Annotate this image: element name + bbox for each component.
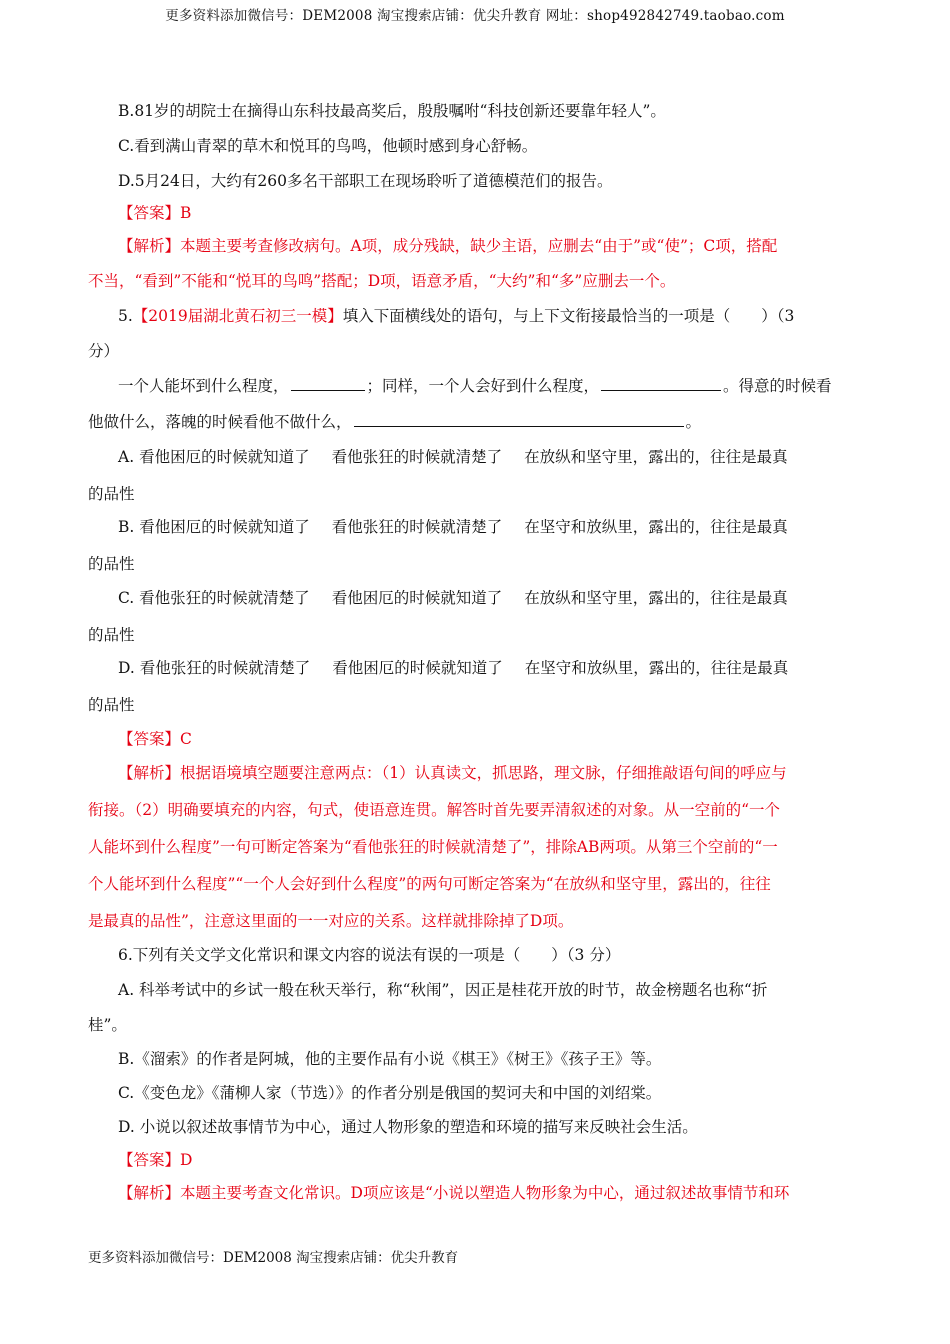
q5-analysis-line-1 (118, 763, 787, 783)
q5-stem-text: 填入下面横线处的语句，与上下文衔接最恰当的一项是（ ）（3 (342, 307, 795, 325)
analysis-tag: 【解析】 (118, 237, 181, 255)
page-header: 更多资料添加微信号：DEM2008 淘宝搜索店铺：优尖升教育 网址：shop492842749.taobao.com (165, 8, 785, 24)
q5-number: 5. (118, 307, 133, 325)
q5-option-b (118, 517, 788, 537)
q6-analysis-line-1 (118, 1183, 789, 1203)
analysis-text: 本题主要考查修改病句。A项，成分残缺，缺少主语，应删去“由于”或“使”；C项，搭配 (180, 237, 778, 255)
q5-stem-cont: 分） (88, 342, 120, 360)
q5-option-d-cont: 的品性 (88, 696, 135, 714)
q5-stem (118, 306, 794, 326)
analysis-tag: 【解析】 (118, 1184, 181, 1202)
q4-option-d: D.5月24日，大约有260多名干部职工在现场聆听了道德模范们的报告。 (118, 172, 613, 190)
option-part-2: 看他困厄的时候就知道了 (332, 659, 503, 677)
blank-3 (354, 412, 684, 427)
option-part-2: 看他张狂的时候就清楚了 (331, 448, 503, 466)
q5-option-a-cont: 的品性 (88, 485, 135, 503)
q4-option-c: C.看到满山青翠的草木和悦耳的鸟鸣，他顿时感到身心舒畅。 (118, 137, 538, 155)
q6-option-a: A. 科举考试中的乡试一般在秋天举行，称“秋闱”，因正是桂花开放的时节，故金榜题名也称“折 (118, 981, 768, 999)
q5-option-d (118, 658, 788, 678)
passage-text-a: 一个人能坏到什么程度， (118, 377, 289, 395)
option-label: B. (118, 518, 135, 536)
q6-option-c: C.《变色龙》《蒲柳人家（节选）》的作者分别是俄国的契诃夫和中国的刘绍棠。 (118, 1084, 662, 1102)
q5-source: 【2019届湖北黄石初三一模】 (132, 307, 343, 325)
option-part-3: 在放纵和坚守里，露出的，往往是最真 (524, 589, 788, 607)
option-part-3: 在坚守和放纵里，露出的，往往是最真 (524, 659, 789, 677)
passage-text-d: 他做什么，落魄的时候看他不做什么， (88, 413, 352, 431)
q4-analysis-line-2: 不当，“看到”不能和“悦耳的鸟鸣”搭配；D项，语意矛盾，“大约”和“多”应删去一个。 (88, 272, 676, 290)
q5-option-b-cont: 的品性 (88, 555, 135, 573)
q5-passage-line-1 (118, 376, 832, 396)
q6-stem: 6.下列有关文学文化常识和课文内容的说法有误的一项是（ ）（3 分） (118, 946, 621, 964)
q5-analysis-line-4: 个人能坏到什么程度”“一个人会好到什么程度”的两句可断定答案为“在放纵和坚守里，露出的，往往 (88, 875, 771, 893)
q4-answer: 【答案】B (118, 204, 192, 222)
q5-analysis-line-3: 人能坏到什么程度”一句可断定答案为“看他张狂的时候就清楚了”，排除AB两项。从第三个空前的“一 (88, 838, 778, 856)
analysis-tag: 【解析】 (118, 764, 181, 782)
option-part-3: 在放纵和坚守里，露出的，往往是最真 (524, 448, 788, 466)
passage-text-e: 。 (685, 413, 702, 431)
blank-2 (601, 376, 721, 391)
q5-answer: 【答案】C (118, 730, 192, 748)
passage-text-c: 。得意的时候看 (723, 377, 832, 395)
option-label: A. (118, 448, 135, 466)
page-footer: 更多资料添加微信号：DEM2008 淘宝搜索店铺：优尖升教育 (88, 1250, 459, 1266)
option-part-1: 看他困厄的时候就知道了 (139, 448, 310, 466)
q4-analysis-line-1 (118, 236, 777, 256)
blank-1 (291, 376, 365, 391)
q5-passage-line-2 (88, 412, 701, 432)
option-part-1: 看他张狂的时候就清楚了 (139, 589, 310, 607)
q6-option-b: B.《溜索》的作者是阿城，他的主要作品有小说《棋王》《树王》《孩子王》等。 (118, 1050, 662, 1068)
q5-analysis-line-5: 是最真的品性”，注意这里面的一一对应的关系。这样就排除掉了D项。 (88, 912, 574, 930)
option-label: C. (118, 589, 135, 607)
analysis-text: 本题主要考查文化常识。D项应该是“小说以塑造人物形象为中心，通过叙述故事情节和环 (180, 1184, 790, 1202)
q4-option-b: B.81岁的胡院士在摘得山东科技最高奖后，殷殷嘱咐“科技创新还要靠年轻人”。 (118, 102, 666, 120)
q5-option-c-cont: 的品性 (88, 626, 135, 644)
option-part-1: 看他张狂的时候就清楚了 (139, 659, 311, 677)
option-part-1: 看他困厄的时候就知道了 (139, 518, 310, 536)
q6-answer: 【答案】D (118, 1151, 193, 1169)
q5-option-a (118, 447, 788, 467)
q6-option-d: D. 小说以叙述故事情节为中心，通过人物形象的塑造和环境的描写来反映社会生活。 (118, 1118, 698, 1136)
q6-option-a-cont: 桂”。 (88, 1016, 127, 1034)
passage-text-b: ；同样，一个人会好到什么程度， (366, 377, 600, 395)
option-label: D. (118, 659, 135, 677)
option-part-3: 在坚守和放纵里，露出的，往往是最真 (524, 518, 788, 536)
analysis-text: 根据语境填空题要注意两点：（1）认真读文，抓思路，理文脉，仔细推敲语句间的呼应与 (180, 764, 787, 782)
q5-analysis-line-2: 衔接。（2）明确要填充的内容，句式，使语意连贯。解答时首先要弄清叙述的对象。从一空前的“一个 (88, 801, 781, 819)
option-part-2: 看他困厄的时候就知道了 (331, 589, 503, 607)
option-part-2: 看他张狂的时候就清楚了 (331, 518, 503, 536)
q5-option-c (118, 588, 788, 608)
